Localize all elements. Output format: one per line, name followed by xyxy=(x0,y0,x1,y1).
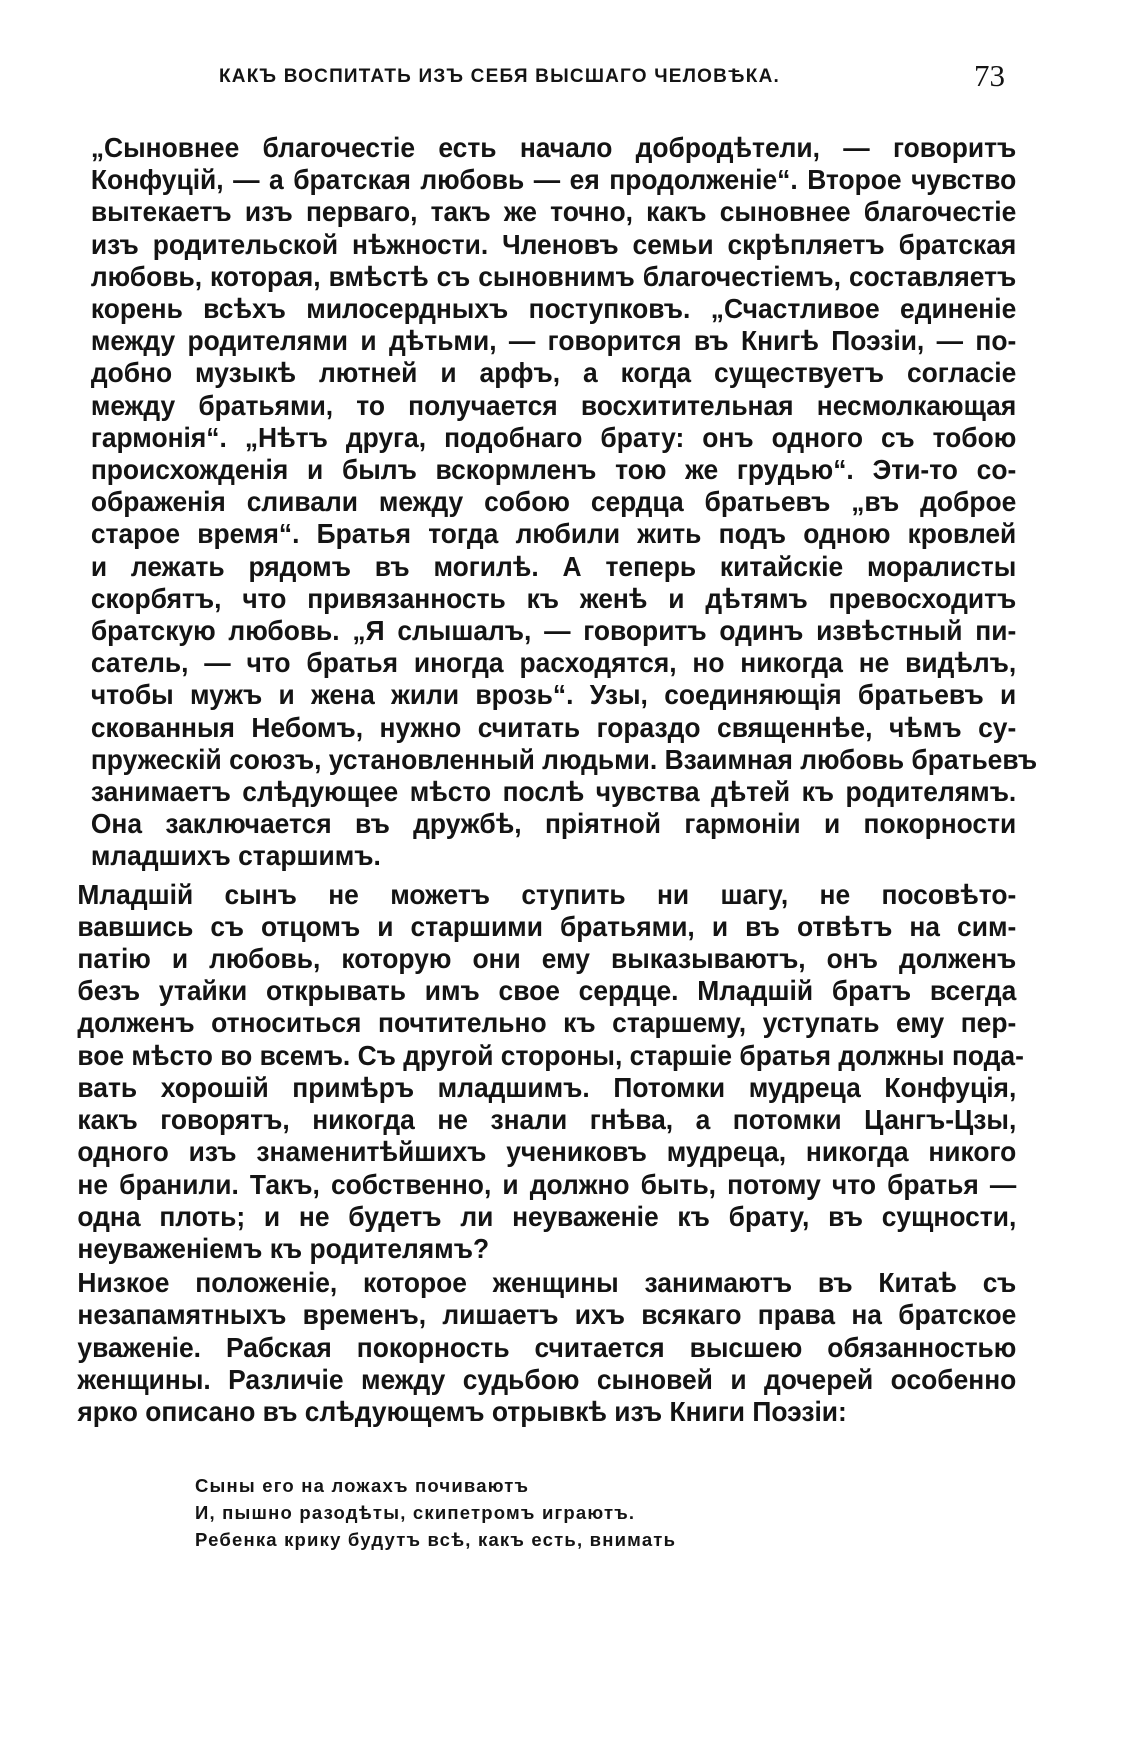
text-line: и лежать рядомъ въ могилѣ. А теперь китайскіе моралисты xyxy=(90,550,1017,582)
text-line: ображенія сливали между собою сердца братьевъ „въ доброе xyxy=(90,486,1017,518)
text-line: происхожденія и былъ вскормленъ тою же грудью“. Эти-то со- xyxy=(90,454,1017,486)
text-line: одна плоть; и не будетъ ли неуваженіе къ брату, въ сущности, xyxy=(77,1200,1017,1232)
running-head xyxy=(39,58,1017,98)
text-line: скованныя Небомъ, нужно считать гораздо священнѣе, чѣмъ су- xyxy=(90,711,1017,743)
text-line: вать хорошій примѣръ младшимъ. Потомки мудреца Конфуція, xyxy=(77,1071,1017,1103)
text-line: Она заключается въ дружбѣ, пріятной гармоніи и покорности xyxy=(90,808,1017,840)
text-line: любовь, которая, вмѣстѣ съ сыновнимъ благочестіемъ, составляетъ xyxy=(90,260,1017,292)
text-line: младшихъ старшимъ. xyxy=(90,840,381,872)
text-line: патію и любовь, которую они ему выказываютъ, онъ долженъ xyxy=(77,943,1017,975)
text-line: занимаетъ слѣдующее мѣсто послѣ чувства дѣтей къ родителямъ. xyxy=(90,776,1017,808)
text-line: пружескій союзъ, установленный людьми. Взаимная любовь братьевъ xyxy=(90,743,1038,775)
text-line: женщины. Различіе между судьбою сыновей и дочерей особенно xyxy=(77,1363,1017,1395)
paragraph-2 xyxy=(39,878,1024,1265)
text-line: вое мѣсто во всемъ. Съ другой стороны, старшіе братья должны пода- xyxy=(77,1039,1024,1071)
text-line: братскую любовь. „Я слышалъ, — говоритъ одинъ извѣстный пи- xyxy=(90,615,1017,647)
text-line: скорбятъ, что привязанность къ женѣ и дѣтямъ превосходитъ xyxy=(90,582,1017,614)
body-text xyxy=(39,132,1038,1428)
poem-line: И, пышно разодѣты, скипетромъ играютъ. xyxy=(195,1502,636,1524)
text-line: между братьями, то получается восхитительная несмолкающая xyxy=(90,389,1017,421)
text-line: Конфуцій, — а братская любовь — ея продолженіе“. Второе чувство xyxy=(90,164,1017,196)
poem-line: Сыны его на ложахъ почиваютъ xyxy=(195,1475,530,1497)
text-line: ярко описано въ слѣдующемъ отрывкѣ изъ Книги Поэзіи: xyxy=(77,1395,847,1427)
running-title: КАКЪ ВОСПИТАТЬ ИЗЪ СЕБЯ ВЫСШАГО ЧЕЛОВѢКА. xyxy=(219,66,780,87)
text-line: старое время“. Братья тогда любили жить подъ одною кровлей xyxy=(90,518,1017,550)
paragraph-3 xyxy=(39,1267,1016,1428)
text-line: „Сыновнее благочестіе есть начало добродѣтели, — говоритъ xyxy=(90,132,1017,163)
text-line: вавшись съ отцомъ и старшими братьями, и въ отвѣтъ на сим- xyxy=(77,910,1017,942)
text-line: изъ родительской нѣжности. Членовъ семьи скрѣпляетъ братская xyxy=(90,228,1017,260)
page-number: 73 xyxy=(974,58,1005,93)
text-line: сатель, — что братья иногда расходятся, но никогда не видѣлъ, xyxy=(90,647,1017,679)
text-line: не бранили. Такъ, собственно, и должно быть, потому что братья — xyxy=(77,1168,1017,1200)
text-line: долженъ относиться почтительно къ старшему, уступать ему пер- xyxy=(77,1007,1017,1039)
text-line: гармонія“. „Нѣтъ друга, подобнаго брату: онъ одного съ тобою xyxy=(90,421,1017,453)
text-line: одного изъ знаменитѣйшихъ учениковъ мудреца, никогда никого xyxy=(77,1136,1017,1168)
text-line: неуваженіемъ къ родителямъ? xyxy=(77,1232,490,1264)
text-line: корень всѣхъ милосердныхъ поступковъ. „Счастливое единеніе xyxy=(90,293,1017,325)
text-line: между родителями и дѣтьми, — говорится въ Книгѣ Поэзіи, — по- xyxy=(90,325,1017,357)
text-line: Младшій сынъ не можетъ ступить ни шагу, не посовѣто- xyxy=(77,878,1017,910)
poem-line: Ребенка крику будутъ всѣ, какъ есть, внимать xyxy=(195,1529,677,1551)
paragraph-1 xyxy=(39,132,1038,873)
text-line: чтобы мужъ и жена жили врозь“. Узы, соединяющія братьевъ и xyxy=(90,679,1017,711)
text-line: добно музыкѣ лютней и арфъ, а когда существуетъ согласіе xyxy=(90,357,1017,389)
text-line: безъ утайки открывать имъ свое сердце. Младшій братъ всегда xyxy=(77,975,1017,1007)
text-line: Низкое положеніе, которое женщины занимаютъ въ Китаѣ съ xyxy=(77,1267,1017,1299)
text-line: уваженіе. Рабская покорность считается высшею обязанностью xyxy=(77,1331,1017,1363)
text-line: незапамятныхъ временъ, лишаетъ ихъ всякаго права на братское xyxy=(77,1299,1017,1331)
book-page xyxy=(39,58,1038,1553)
text-line: какъ говорятъ, никогда не знали гнѣва, а потомки Цангъ-Цзы, xyxy=(77,1104,1017,1136)
text-line: вытекаетъ изъ перваго, такъ же точно, какъ сыновнее благочестіе xyxy=(90,196,1017,228)
poem-excerpt xyxy=(195,1472,1017,1553)
